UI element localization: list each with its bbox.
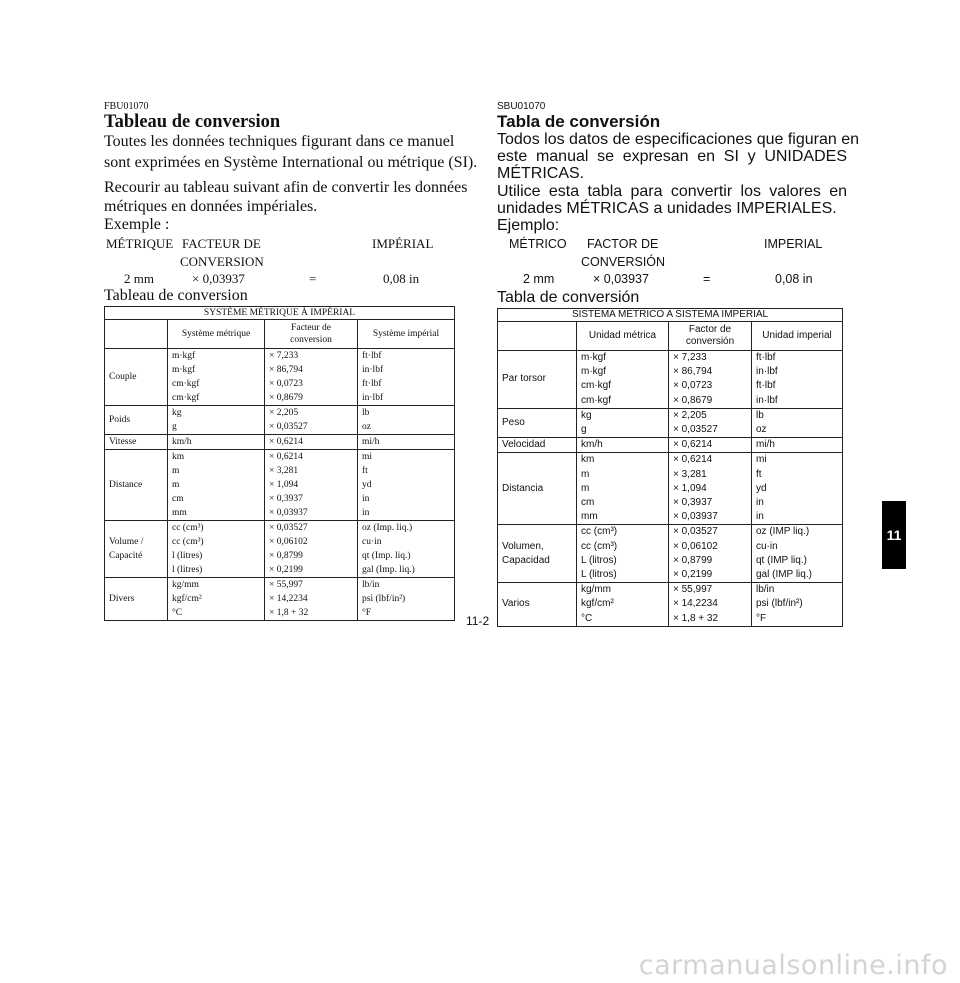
metric-units-line: cm·kgf (172, 393, 200, 403)
metric-units (168, 521, 265, 578)
row-category (498, 583, 577, 627)
example-metric-value: 2 mm (523, 272, 555, 286)
header-metric: Unidad métrica (577, 322, 669, 351)
conversion-factors-line: × 3,281 (673, 468, 707, 480)
metric-units-line: kgf/cm² (581, 598, 614, 610)
section-code: FBU01070 (104, 101, 149, 112)
conversion-factors-line: × 86,794 (673, 366, 713, 378)
imperial-units-line: oz (Imp. liq.) (362, 523, 413, 533)
metric-units-line: mm (581, 511, 598, 523)
imperial-units-line: in (756, 511, 764, 523)
imperial-units-line: cu·in (362, 537, 382, 547)
imperial-units-line: mi/h (362, 437, 380, 447)
header-imperial: Système impérial (358, 320, 455, 349)
section-title: Tabla de conversión (497, 112, 661, 131)
table-row (498, 453, 843, 525)
paragraph-line: este manual se expresan en SI y UNIDADES (497, 148, 847, 165)
row-category-line: Velocidad (502, 439, 546, 451)
metric-units-line: cm (581, 497, 595, 509)
imperial-units-line: gal (Imp. liq.) (362, 565, 415, 575)
header-factor-line: conversión (685, 336, 735, 347)
row-category (105, 435, 168, 450)
example-imperial-value: 0,08 in (383, 271, 420, 286)
row-category-line: Capacidad (502, 554, 550, 566)
metric-units-line: m (172, 480, 180, 490)
imperial-units-line: in·lbf (756, 394, 778, 406)
metric-units-line: kg (581, 409, 592, 421)
header-factor-line: Facteur de (291, 323, 331, 333)
row-category-line: Divers (109, 594, 135, 604)
conversion-table (104, 306, 455, 621)
example-equals: = (309, 271, 317, 286)
row-category (105, 578, 168, 621)
metric-units-line: cc (cm³) (581, 526, 618, 538)
imperial-units (752, 408, 843, 437)
example-metric-header: MÉTRICO (509, 237, 567, 251)
header-factor-line: Factor de (688, 324, 732, 335)
imperial-units (358, 349, 455, 406)
row-category (498, 438, 577, 453)
table-row (105, 450, 455, 521)
table-row (498, 438, 843, 453)
conversion-factors-line: × 0,03527 (673, 526, 718, 538)
conversion-factors-line: × 0,6214 (673, 439, 713, 451)
table-row (498, 351, 843, 409)
row-category-line: Varios (502, 598, 530, 610)
section-code: SBU01070 (497, 101, 546, 112)
conversion-factors-line: × 0,6214 (269, 437, 303, 447)
conversion-factors-line: × 0,2199 (673, 569, 713, 581)
table-title: Tableau de conversion (104, 287, 248, 304)
metric-units-line: mm (172, 508, 187, 518)
conversion-factors-line: × 0,6214 (269, 452, 303, 462)
header-empty (498, 322, 577, 351)
conversion-factors-line: × 14,2234 (673, 598, 718, 610)
row-category-line: Couple (109, 372, 137, 382)
row-category (105, 406, 168, 435)
imperial-units-line: in (362, 494, 370, 504)
metric-units-line: m·kgf (581, 366, 606, 378)
example-imperial-value: 0,08 in (775, 272, 813, 286)
imperial-units-line: psi (lbf/in²) (362, 594, 406, 604)
metric-units (577, 351, 669, 409)
imperial-units (358, 450, 455, 521)
conversion-factors (669, 351, 752, 409)
conversion-factors (669, 525, 752, 583)
imperial-units-line: in·lbf (362, 365, 384, 375)
table-title: Tabla de conversión (497, 289, 640, 306)
header-metric: Système métrique (168, 320, 265, 349)
imperial-units-line: mi (756, 454, 767, 466)
conversion-factors-line: × 0,03527 (673, 424, 718, 436)
metric-units-line: kg/mm (581, 584, 611, 596)
conversion-factors-line: × 86,794 (269, 365, 303, 375)
row-category-line: Distance (109, 480, 143, 490)
conversion-factors (669, 453, 752, 525)
row-category (105, 521, 168, 578)
example-factor-value: × 0,03937 (192, 271, 245, 286)
imperial-units-line: ft·lbf (756, 380, 776, 392)
conversion-factors (265, 578, 358, 621)
example-factor-header-2: CONVERSION (180, 254, 264, 269)
imperial-units (752, 351, 843, 409)
imperial-units-line: ft (362, 466, 368, 476)
example-metric-header: MÉTRIQUE (106, 236, 174, 251)
row-category-line: Poids (109, 415, 131, 425)
conversion-factors (669, 583, 752, 627)
paragraph-line: Recourir au tableau suivant afin de convertir les données (104, 179, 468, 196)
metric-units-line: km/h (581, 439, 603, 451)
imperial-units-line: mi/h (756, 439, 775, 451)
example-factor-value: × 0,03937 (593, 272, 649, 286)
imperial-units (358, 435, 455, 450)
imperial-units-line: qt (IMP liq.) (756, 554, 807, 566)
example-imperial-header: IMPERIAL (764, 237, 823, 251)
paragraph-line: Toutes les données techniques figurant dans ce manuel (104, 133, 455, 150)
metric-units-line: kgf/cm² (172, 594, 202, 604)
example-metric-value: 2 mm (124, 271, 154, 286)
conversion-factors-line: × 55,997 (673, 584, 713, 596)
row-category-line: Vitesse (109, 437, 137, 447)
metric-units (168, 578, 265, 621)
metric-units-line: m (581, 482, 590, 494)
metric-units-line: cc (cm³) (172, 523, 204, 533)
metric-units (577, 408, 669, 437)
header-imperial: Unidad imperial (752, 322, 843, 351)
example-imperial-header: IMPÉRIAL (372, 236, 434, 251)
metric-units (168, 435, 265, 450)
imperial-units-line: lb/in (756, 584, 775, 596)
row-category (498, 453, 577, 525)
metric-units-line: m (581, 468, 590, 480)
metric-units (577, 525, 669, 583)
conversion-factors-line: × 0,03527 (269, 422, 308, 432)
example-equals: = (703, 272, 711, 286)
row-category-line: Distancia (502, 482, 544, 494)
section-tab: 11 (882, 501, 906, 569)
header-factor-line: conversion (290, 335, 332, 345)
example-factor-header: FACTEUR DE (182, 236, 261, 251)
section-title: Tableau de conversion (104, 112, 281, 132)
conversion-factors-line: × 3,281 (269, 466, 299, 476)
imperial-units-line: in (756, 497, 764, 509)
row-category (498, 525, 577, 583)
watermark: carmanualsonline.info (638, 950, 948, 981)
imperial-units-line: cu·in (756, 540, 778, 552)
metric-units (168, 406, 265, 435)
imperial-units-line: lb (362, 408, 370, 418)
metric-units (168, 450, 265, 521)
conversion-factors-line: × 0,03937 (673, 511, 718, 523)
row-category-line: Peso (502, 416, 525, 428)
imperial-units-line: ft·lbf (756, 352, 776, 363)
metric-units-line: m·kgf (172, 351, 196, 361)
conversion-factors-line: × 1,8 + 32 (269, 608, 309, 618)
imperial-units-line: oz (756, 424, 767, 436)
metric-units-line: km (172, 452, 185, 462)
conversion-factors (265, 435, 358, 450)
table-span-header: SYSTÈME MÉTRIQUE À IMPÉRIAL (105, 307, 455, 320)
imperial-units-line: psi (lbf/in²) (756, 598, 803, 610)
example-factor-header-2: CONVERSIÓN (581, 255, 666, 269)
conversion-factors-line: × 0,3937 (673, 497, 713, 509)
metric-units-line: m (172, 466, 180, 476)
table-row (498, 525, 843, 583)
row-category (105, 349, 168, 406)
paragraph-line: Utilice esta tabla para convertir los valores en (497, 183, 847, 200)
conversion-factors-line: × 1,8 + 32 (673, 612, 719, 624)
conversion-factors (669, 408, 752, 437)
metric-units-line: °C (581, 612, 593, 624)
metric-units-line: cc (cm³) (172, 537, 204, 547)
imperial-units (358, 521, 455, 578)
conversion-factors (265, 450, 358, 521)
imperial-units (752, 583, 843, 627)
conversion-factors-line: × 1,094 (269, 480, 299, 490)
conversion-factors-line: × 0,8679 (269, 393, 303, 403)
conversion-table (497, 308, 843, 627)
table-row (105, 435, 455, 450)
imperial-units-line: ft (756, 468, 762, 480)
row-category-line: Capacité (109, 551, 143, 561)
imperial-units-line: °F (756, 612, 767, 624)
example-factor-header: FACTOR DE (587, 237, 659, 251)
table-row (105, 521, 455, 578)
table-row (105, 578, 455, 621)
imperial-units-line: in·lbf (362, 393, 384, 403)
imperial-units-line: lb (756, 409, 764, 421)
row-category-line: Volume / (109, 537, 144, 547)
conversion-factors-line: × 55,997 (269, 580, 303, 590)
metric-units (577, 438, 669, 453)
metric-units-line: L (litros) (581, 554, 617, 566)
metric-units-line: m·kgf (172, 365, 196, 375)
row-category-line: Par torsor (502, 373, 546, 385)
paragraph-line: MÉTRICAS. (497, 165, 585, 182)
imperial-units (752, 453, 843, 525)
imperial-units-line: lb/in (362, 580, 380, 590)
metric-units (577, 453, 669, 525)
metric-units-line: km (581, 454, 595, 466)
header-factor (265, 320, 358, 349)
conversion-factors-line: × 14,2234 (269, 594, 308, 604)
imperial-units (752, 525, 843, 583)
example-label: Ejemplo: (497, 217, 560, 234)
imperial-units-line: in·lbf (756, 366, 778, 378)
conversion-factors-line: × 0,8679 (673, 394, 713, 406)
conversion-factors-line: × 0,03937 (269, 508, 308, 518)
metric-units (577, 583, 669, 627)
conversion-factors-line: × 0,0723 (269, 379, 303, 389)
imperial-units-line: oz (362, 422, 371, 432)
imperial-units-line: in (362, 508, 370, 518)
metric-units-line: km/h (172, 437, 192, 447)
imperial-units-line: gal (IMP liq.) (756, 569, 812, 581)
conversion-factors-line: × 2,205 (269, 408, 299, 418)
metric-units-line: g (581, 424, 587, 436)
imperial-units (358, 578, 455, 621)
row-category-line: Volumen, (502, 540, 544, 552)
metric-units-line: l (litres) (172, 565, 203, 575)
row-category (498, 408, 577, 437)
metric-units-line: °C (172, 608, 183, 618)
imperial-units-line: oz (IMP liq.) (756, 526, 810, 538)
conversion-factors-line: × 0,06102 (673, 540, 718, 552)
conversion-factors-line: × 0,8799 (673, 554, 713, 566)
page-number: 11-2 (466, 614, 490, 628)
conversion-factors (669, 438, 752, 453)
conversion-factors-line: × 2,205 (673, 409, 707, 421)
conversion-factors-line: × 0,03527 (269, 523, 308, 533)
header-factor (669, 322, 752, 351)
conversion-factors-line: × 0,0723 (673, 380, 713, 392)
table-row (498, 408, 843, 437)
imperial-units-line: ft·lbf (362, 351, 382, 361)
conversion-factors-line: × 7,233 (673, 352, 707, 363)
metric-units-line: cc (cm³) (581, 540, 618, 552)
conversion-factors-line: × 0,2199 (269, 565, 303, 575)
row-category (105, 450, 168, 521)
conversion-factors-line: × 1,094 (673, 482, 707, 494)
table-row (105, 349, 455, 406)
imperial-units-line: qt (Imp. liq.) (362, 551, 411, 561)
imperial-units (752, 438, 843, 453)
imperial-units-line: ft·lbf (362, 379, 382, 389)
imperial-units-line: yd (756, 482, 767, 494)
table-row (498, 583, 843, 627)
table-span-header: SISTEMA MÉTRICO A SISTEMA IMPERIAL (498, 309, 843, 322)
metric-units-line: g (172, 422, 177, 432)
metric-units-line: m·kgf (581, 352, 606, 363)
paragraph-line: sont exprimées en Système International ou métrique (SI). (104, 154, 478, 171)
conversion-factors (265, 349, 358, 406)
imperial-units-line: mi (362, 452, 373, 462)
metric-units (168, 349, 265, 406)
paragraph-line: unidades MÉTRICAS a unidades IMPERIALES. (497, 200, 837, 217)
conversion-factors-line: × 0,8799 (269, 551, 303, 561)
conversion-factors (265, 406, 358, 435)
conversion-factors-line: × 0,06102 (269, 537, 308, 547)
metric-units-line: cm·kgf (581, 394, 611, 406)
metric-units-line: cm (172, 494, 184, 504)
imperial-units-line: yd (362, 480, 372, 490)
imperial-units (358, 406, 455, 435)
metric-units-line: cm·kgf (581, 380, 611, 392)
example-label: Exemple : (104, 216, 170, 233)
conversion-factors-line: × 0,6214 (673, 454, 713, 466)
conversion-factors-line: × 0,3937 (269, 494, 303, 504)
paragraph-line: métriques en données impériales. (104, 198, 318, 215)
header-empty (105, 320, 168, 349)
metric-units-line: kg/mm (172, 580, 199, 590)
metric-units-line: kg (172, 408, 182, 418)
imperial-units-line: °F (362, 608, 372, 618)
metric-units-line: cm·kgf (172, 379, 200, 389)
row-category (498, 351, 577, 409)
conversion-factors-line: × 7,233 (269, 351, 299, 361)
conversion-factors (265, 521, 358, 578)
table-row (105, 406, 455, 435)
paragraph-line: Todos los datos de especificaciones que figuran en (497, 131, 860, 148)
metric-units-line: L (litros) (581, 569, 617, 581)
metric-units-line: l (litres) (172, 551, 203, 561)
